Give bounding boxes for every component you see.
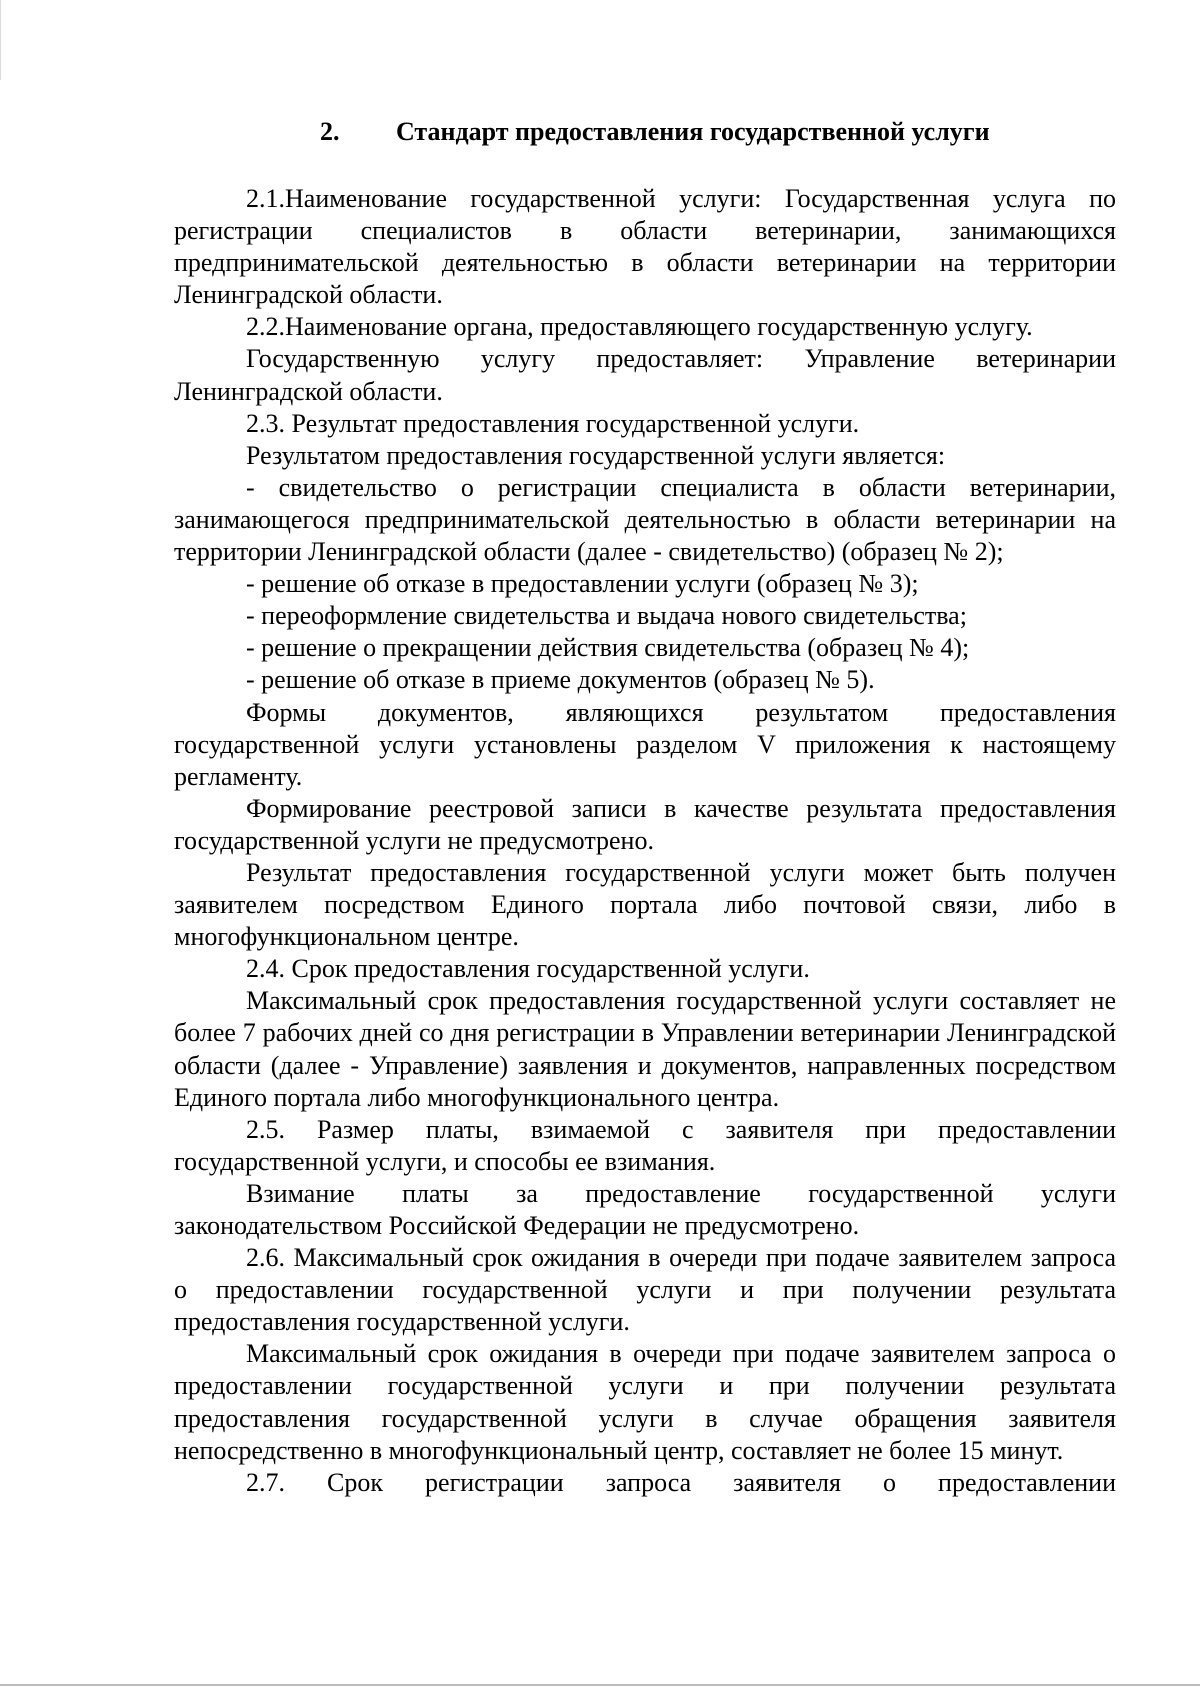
paragraph-2-2: 2.2.Наименование органа, предоставляющего государственную услугу. — [246, 312, 1033, 342]
document-body — [174, 183, 1116, 1499]
paragraph-result-intro: Результатом предоставления государственной услуги является: — [246, 440, 946, 470]
scan-edge-mark — [0, 0, 11, 80]
paragraph-fee: Взимание платы за предоставление государственной услуги законодательством Российской Федерации не предусмотрено. — [174, 1178, 1116, 1240]
section-heading — [320, 116, 990, 148]
paragraph-2-3: 2.3. Результат предоставления государственной услуги. — [246, 408, 860, 438]
paragraph-2-5: 2.5. Размер платы, взимаемой с заявителя при предоставлении государственной услуги, и способы ее взимания. — [174, 1114, 1116, 1176]
paragraph-forms: Формы документов, являющихся результатом предоставления государственной услуги установлены разделом V приложения к настоящему регламенту. — [174, 697, 1116, 791]
list-item-certificate: - свидетельство о регистрации специалиста в области ветеринарии, занимающегося предпринимательской деятельностью в области ветеринарии на территории Ленинградской области (далее - свидетельство) (образец № 2); — [174, 472, 1116, 567]
list-item-termination: - решение о прекращении действия свидетельства (образец № 4); — [246, 633, 970, 663]
paragraph-provider: Государственную услугу предоставляет: Управление ветеринарии Ленинградской области. — [174, 344, 1116, 406]
paragraph-result-receipt: Результат предоставления государственной услуги может быть получен заявителем посредством Единого портала либо почтовой связи, либо в многофункциональном центре. — [174, 857, 1116, 952]
paragraph-registry-entry: Формирование реестровой записи в качестве результата предоставления государственной услуги не предусмотрено. — [174, 793, 1116, 855]
paragraph-2-7: 2.7. Срок регистрации запроса заявителя о предоставлении — [246, 1467, 1116, 1497]
list-item-reissue: - переоформление свидетельства и выдача нового свидетельства; — [246, 601, 967, 631]
section-title: Стандарт предоставления государственной услуги — [396, 117, 990, 146]
list-item-refusal: - решение об отказе в предоставлении услуги (образец № 3); — [246, 569, 919, 599]
paragraph-queue-time: Максимальный срок ожидания в очереди при подаче заявителем запроса о предоставлении государственной услуги и при получении результата предоставления государственной услуги в случае обращения заявителя непосредственно в многофункциональный центр, составляет не более 15 минут. — [174, 1339, 1116, 1465]
paragraph-max-term: Максимальный срок предоставления государственной услуги составляет не более 7 рабочих дней со дня регистрации в Управлении ветеринарии Ленинградской области (далее - Управление) заявления и документов, направленных посредством Единого портала либо многофункционального центра. — [174, 986, 1116, 1112]
list-item-document-refusal: - решение об отказе в приеме документов (образец № 5). — [246, 665, 875, 695]
paragraph-2-4: 2.4. Срок предоставления государственной услуги. — [246, 954, 810, 984]
paragraph-2-6: 2.6. Максимальный срок ожидания в очереди при подаче заявителем запроса о предоставлении государственной услуги и при получении результата предоставления государственной услуги. — [174, 1243, 1116, 1337]
section-number: 2. — [320, 117, 340, 146]
paragraph-2-1: 2.1.Наименование государственной услуги: Государственная услуга по регистрации специалистов в области ветеринарии, занимающихся предпринимательской деятельностью в области ветеринарии на территории Ленинградской области. — [174, 184, 1116, 310]
bottom-scan-line — [0, 1684, 1200, 1686]
